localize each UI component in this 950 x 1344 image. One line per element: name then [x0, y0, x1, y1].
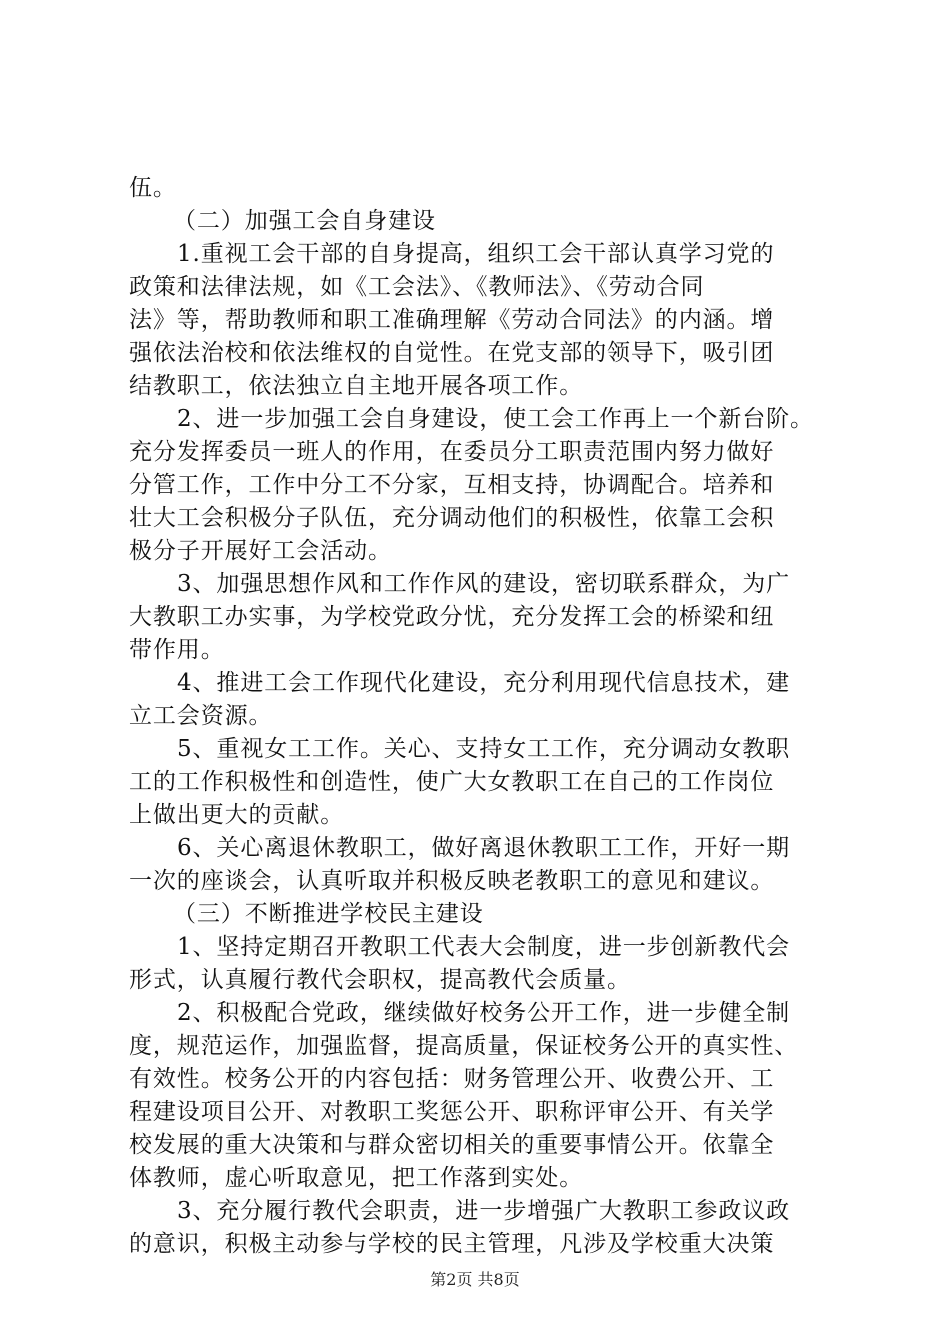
section-heading: （三）不断推进学校民主建设 [173, 901, 484, 927]
text-line: 体教师，虚心听取意见，把工作落到实处。 [129, 1165, 584, 1191]
document-body [129, 172, 831, 1261]
text-line: 极分子开展好工会活动。 [129, 538, 392, 564]
paragraph-start: 2、进一步加强工会自身建设，使工会工作再上一个新台阶。 [177, 406, 814, 432]
paragraph-start: 6、关心离退休教职工，做好离退休教职工工作，开好一期 [177, 835, 791, 861]
text-line: 上做出更大的贡献。 [129, 802, 345, 828]
text-line: 度，规范运作，加强监督，提高质量，保证校务公开的真实性、 [129, 1033, 799, 1059]
text-line: 结教职工，依法独立自主地开展各项工作。 [129, 373, 584, 399]
text-line: 强依法治校和依法维权的自觉性。在党支部的领导下，吸引团 [129, 340, 775, 366]
text-line: 政策和法律法规，如《工会法》、《教师法》、《劳动合同 [129, 274, 705, 300]
text-line: 一次的座谈会，认真听取并积极反映老教职工的意见和建议。 [129, 868, 775, 894]
text-line: 带作用。 [129, 637, 225, 663]
paragraph-start: 1、坚持定期召开教职工代表大会制度，进一步创新教代会 [177, 934, 791, 960]
text-line: 的意识，积极主动参与学校的民主管理，凡涉及学校重大决策 [129, 1231, 775, 1257]
text-line: 立工会资源。 [129, 703, 273, 729]
paragraph-start: 5、重视女工工作。关心、支持女工工作，充分调动女教职 [177, 736, 791, 762]
text-line: 壮大工会积极分子队伍，充分调动他们的积极性，依靠工会积 [129, 505, 775, 531]
text-line: 充分发挥委员一班人的作用，在委员分工职责范围内努力做好 [129, 439, 775, 465]
paragraph-start: 3、充分履行教代会职责，进一步增强广大教职工参政议政 [177, 1198, 791, 1224]
text-line: 形式，认真履行教代会职权，提高教代会质量。 [129, 967, 631, 993]
text-line: 大教职工办实事，为学校党政分忧，充分发挥工会的桥梁和纽 [129, 604, 775, 630]
section-heading: （二）加强工会自身建设 [173, 208, 436, 234]
text-line: 有效性。校务公开的内容包括：财务管理公开、收费公开、工 [129, 1066, 775, 1092]
text-line: 伍。 [129, 175, 177, 201]
text-line: 工的工作积极性和创造性，使广大女教职工在自己的工作岗位 [129, 769, 775, 795]
paragraph-start: 1.重视工会干部的自身提高，组织工会干部认真学习党的 [177, 241, 775, 267]
text-line: 校发展的重大决策和与群众密切相关的重要事情公开。依靠全 [129, 1132, 775, 1158]
paragraph-start: 3、加强思想作风和工作作风的建设，密切联系群众，为广 [177, 571, 791, 597]
paragraph-start: 4、推进工会工作现代化建设，充分利用现代信息技术，建 [177, 670, 791, 696]
text-line: 程建设项目公开、对教职工奖惩公开、职称评审公开、有关学 [129, 1099, 775, 1125]
text-line: 分管工作，工作中分工不分家，互相支持，协调配合。培养和 [129, 472, 775, 498]
page-number-footer: 第2页 共8页 [430, 1270, 520, 1289]
text-line: 法》等，帮助教师和职工准确理解《劳动合同法》的内涵。增 [129, 307, 775, 333]
paragraph-start: 2、积极配合党政，继续做好校务公开工作，进一步健全制 [177, 1000, 791, 1026]
